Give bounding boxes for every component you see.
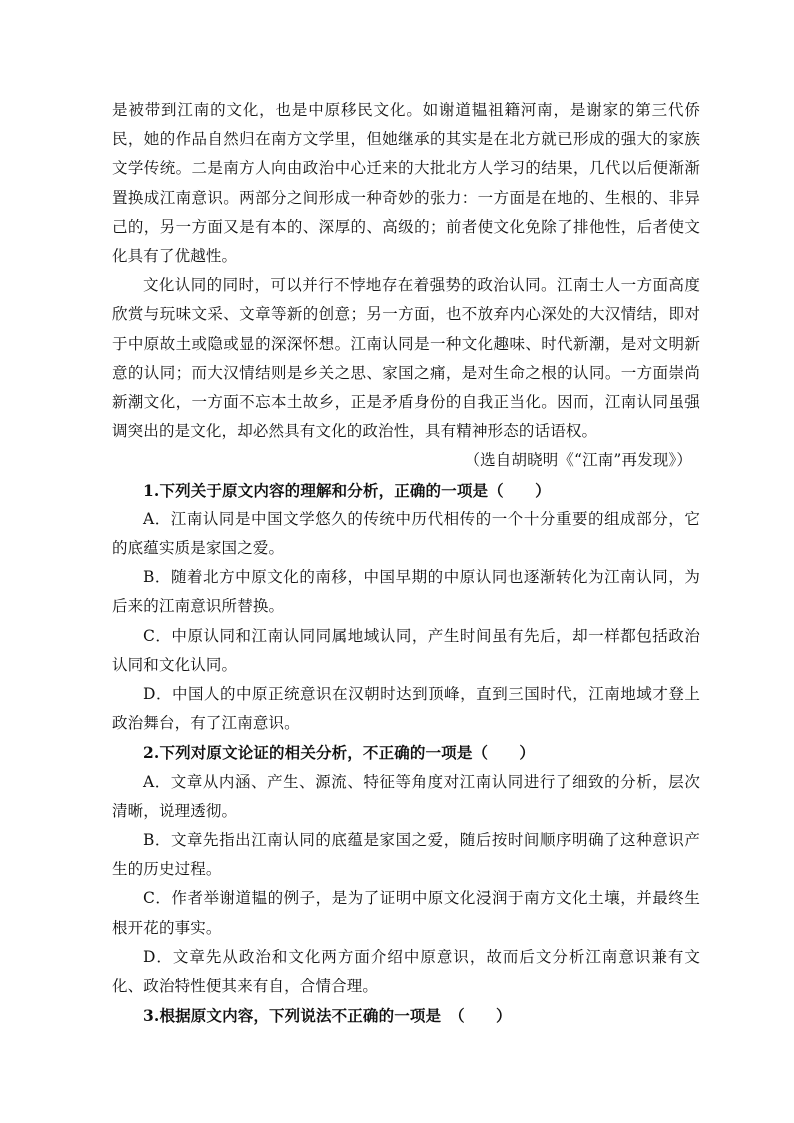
question-2-option-d: D．文章先从政治和文化两方面介绍中原意识，故而后文分析江南意识兼有文化、政治特性便其来有自，合情合理。 — [112, 947, 700, 996]
question-1-stem: 1.下列关于原文内容的理解和分析，正确的一项是（ ） — [143, 480, 551, 500]
question-1-option-c: C．中原认同和江南认同同属地域认同，产生时间虽有先后，却一样都包括政治认同和文化认同。 — [112, 626, 700, 674]
question-3-stem: 3.根据原文内容，下列说法不正确的一项是 （ ） — [143, 1006, 512, 1026]
question-1-option-d: D．中国人的中原正统意识在汉朝时达到顶峰，直到三国时代，江南地域才登上政治舞台，有了江南意识。 — [112, 685, 700, 733]
passage-source: （选自胡晓明《“江南”再发现》） — [464, 451, 692, 470]
document-content — [112, 96, 700, 1031]
question-1-option-b: B．随着北方中原文化的南移，中国早期的中原认同也逐渐转化为江南认同，为后来的江南意识所替换。 — [112, 568, 700, 616]
question-2-option-c: C．作者举谢道韫的例子，是为了证明中原文化浸润于南方文化土壤，并最终生根开花的事实。 — [112, 889, 700, 937]
question-2-stem: 2.下列对原文论证的相关分析，不正确的一项是（ ） — [143, 743, 536, 763]
question-2-option-b: B．文章先指出江南认同的底蕴是家国之爱，随后按时间顺序明确了这种意识产生的历史过程。 — [112, 831, 700, 879]
question-1-option-a: A．江南认同是中国文学悠久的传统中历代相传的一个十分重要的组成部分，它的底蕴实质是家国之爱。 — [112, 509, 700, 558]
passage-paragraph-1: 是被带到江南的文化，也是中原移民文化。如谢道韫祖籍河南，是谢家的第三代侨民，她的作品自然归在南方文学里，但她继承的其实是在北方就已形成的强大的家族文学传统。二是南方人向由政治中心迁来的大批北方人学习的结果，几代以后便渐渐置换成江南意识。两部分之间形成一种奇妙的张力：一方面是在地的、生根的、非异己的，另一方面又是有本的、深厚的、高级的；前者使文化免除了排他性，后者使文化具有了优越性。 — [112, 101, 700, 266]
question-2-option-a: A．文章从内涵、产生、源流、特征等角度对江南认同进行了细致的分析，层次清晰，说理透彻。 — [112, 772, 700, 820]
passage-paragraph-2: 文化认同的同时，可以并行不悖地存在着强势的政治认同。江南士人一方面高度欣赏与玩味文采、文章等新的创意；另一方面，也不放弃内心深处的大汉情结，即对于中原故土或隐或显的深深怀想。江南认同是一种文化趣味、时代新潮，是对文明新意的认同；而大汉情结则是乡关之思、家国之痛，是对生命之根的认同。一方面崇尚新潮文化，一方面不忘本土故乡，正是矛盾身份的自我正当化。因而，江南认同虽强调突出的是文化，却必然具有文化的政治性，具有精神形态的话语权。 — [112, 276, 700, 441]
